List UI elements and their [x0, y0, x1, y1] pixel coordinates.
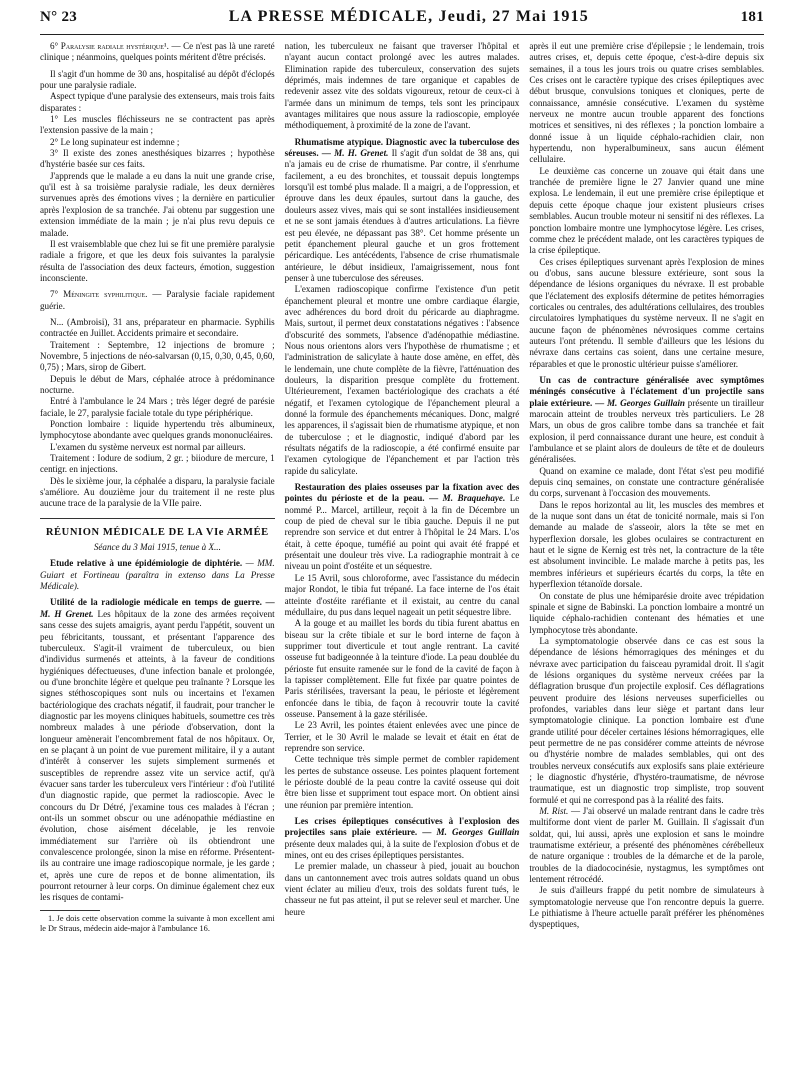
paragraph: Dans le repos horizontal au lit, les muscles des membres et de la nuque sont dans un état de tonicité normale, mais si l'on demande au malade de s'asseoir, alors la tête se met en hyperflexion dorsale, les globes oculaires se contracturent en haut et le signe de Kernig est très net, la contracture de la tête est absolument invincible. Le malade marche à petits pas, les membres inférieurs et supérieurs écartés du corps, la tête en hyperflexion tétanoïde dorsale. — [529, 499, 765, 590]
article-title: Les crises épileptiques consécutives à l'explosion des projectiles sans plaie extérieure. — [284, 816, 520, 838]
paragraph: Depuis le début de Mars, céphalée atroce à prédominance nocturne. — [40, 373, 275, 395]
article-epidemiology — [40, 558, 275, 592]
issue-number: N° 23 — [40, 8, 78, 25]
paragraph: Traitement : Iodure de sodium, 2 gr. ; biiodure de mercure, 1 centigr. en injections. — [40, 453, 275, 475]
journal-title: LA PRESSE MÉDICALE, Jeudi, 27 Mai 1915 — [228, 8, 589, 25]
article-author: — M. Braquehaye. — [429, 493, 506, 504]
list-item: 2° Le long supinateur est indemne ; — [50, 136, 180, 147]
article-text: — J'ai observé un malade rentrant dans le cadre très multiforme dont vient de parler M. Guillain. Il s'agissait d'un soldat, qui, lui aussi, après une explosion et sans le moindre traumatisme extérieur, a présenté des phénomènes cérébelleux de nature organique : troubles de la démarche et de la parole, troubles de la diadococinésie, nystagmus, les symptômes ont lentement rétrocédé. — [529, 806, 765, 885]
paragraph: Le 23 Avril, les pointes étaient enlevées avec une pince de Terrier, et le 30 Avril le malade se levait et était en état de reprendre son service. — [284, 720, 520, 753]
article-text: présente un tirailleur marocain atteint de troubles nerveux très particuliers. Le 28 Mars, un obus de gros calibre tombe dans sa tranchée et fait explosion, il perd connaissance durant une heure, est conduit à l'ambulance et se plaint alors de douleurs de tête et de douleurs généralisées. — [529, 397, 765, 465]
paragraph: Quand on examine ce malade, dont l'état s'est peu modifié depuis cinq semaines, on constate une contracture généralisée du corps, survenant à l'occasion des mouvements. — [529, 465, 765, 499]
paragraph: Le premier malade, un chasseur à pied, jouait au bouchon dans un cantonnement avec trois autres soldats quand un obus vient éclater au milieu d'eux, trois des soldats furent tués, le chasseur ne fut pas atteint, il put se relever seul et marcher. Une heure — [284, 861, 520, 917]
article-title: Etude relative à une épidémiologie de diphtérie. — [50, 558, 243, 569]
page-number: 181 — [740, 8, 764, 25]
paragraph: Dès le sixième jour, la céphalée a disparu, la paralysie faciale s'améliore. Au douzième jour du traitement il ne reste plus aucune trace de la paralysie de la VIIe paire. — [40, 475, 275, 509]
article-radiology — [40, 597, 275, 903]
column-3 — [529, 41, 764, 934]
case-7-intro: — Paralysie faciale rapidement guérie. — [40, 289, 275, 311]
article-author: — M. Georges Guillain — [595, 397, 685, 408]
article-title: Un cas de contracture généralisée avec symptômes méningés consécutive à l'éclatement d'un projectile sans plaie extérieure. — [529, 374, 765, 408]
article-text: — MM. Guiart et Fortineau (paraîtra in extenso dans La Presse Médicale). — [40, 558, 275, 592]
paragraph: A la gouge et au maillet les bords du tibia furent abattus en biseau sur la crête tibiale et sur le bord interne de façon à supprimer tout diverticule et tout angle rentrant. La cavité osseuse fut badigeonnée à la teinture d'iode. La peau doublée du périoste fut ensuite ramenée sur le fond de la cavité de façon à la tapisser complètement. Elle fut fixée par quatre pointes de Paris stérilisées, traversant la peau, le périoste et légèrement enfoncée dans le tibia, de façon à recouvrir toute la cavité osseuse. Pansement à la gaze stérilisée. — [284, 618, 520, 719]
paragraph: Il s'agit d'un homme de 30 ans, hospitalisé au dépôt d'éclopés pour une paralysie radiale. — [40, 68, 275, 91]
case-6-intro: — Ce n'est pas là une rareté clinique ; néanmoins, quelques points méritent d'être précisés. — [40, 41, 275, 63]
paragraph: Ponction lombaire : liquide hypertendu très albumineux, lymphocytose abondante avec quelques grands mononucléaires. — [40, 419, 275, 441]
article-rheumatism — [285, 137, 520, 284]
paragraph: La symptomatologie observée dans ce cas est sous la dépendance de lésions hémorragiques des méninges et du névraxe avec participation du faisceau pyramidal droit. Il s'agit de lésions organiques du système nerveux créées par la déflagration brusque d'un projectile explosif. Ces déflagrations peuvent produire des lésions nerveuses superficielles ou profondes, variables dans leur siège et partant dans leur symptomatologie clinique. La ponction lombaire est d'une grande utilité pour déceler certaines lésions hémorragiques, elle peut permettre de ne pas considérer comme atteints de névrose ou d'hystérie nombre de malades semblables, qui ont des troubles nerveux consécutifs aux explosifs sans plaie extérieure ; le diagnostic d'hystérie, d'hystéro-traumatisme, de névrose traumatique, est un diagnostic trop simpliste, trop souvent formulé et qui ne correspond pas à la réalité des faits. — [529, 635, 765, 805]
article-text: Les hôpitaux de la zone des armées reçoivent sans cesse des sujets amaigris, ayant perdu l'appétit, souvent un peu fébricitants, toussant, et présentant l'apparence des tuberculeux. S'agit-il vraiment de tuberculeux, ou bien d'individus surmenés et atteints, à la faveur de conditions hygiéniques défectueuses, d'une infection banale et prolongée, ou d'une bronchite légère et quelque peu traînante ? Lorsque les signes stéthoscopiques sont nuls ou incertains et l'examen bactériologique des crachats négatif, il faudrait, pour trancher le diagnostic par les moyens cliniques habituels, soumettre ces très nombreux malades à une période d'observation, dont la longueur amènerait l'encombrement fatal de nos hôpitaux. Or, en se plaçant à un point de vue purement militaire, il y a autant d'intérêt à conserver les sujets simplement surmenés et susceptibles de reprendre assez vite un service actif, qu'à évacuer sans tarder les tuberculeux vers l'intérieur : d'où l'utilité d'un diagnostic rapide, que permet la radioscopie. Avec le concours du Dr Détré, j'examine tous ces malades à l'écran ; ont-ils un sommet obscur ou une adénopathie médiastine en évolution, chose aisément décelable, je les renvoie immédiatement sur l'arrière où ils obtiendront une convalescence prolongée, sinon la mise en réforme. Présentent-ils au contraire une image radioscopique normale, je les garde ; et, après une cure de repos et de bonne alimentation, ils pourront retourner à leur corps. On diminue également chez eux les risques de contami- — [40, 608, 275, 903]
paragraph: nation, les tuberculeux ne faisant que traverser l'hôpital et n'ayant aucun contact prolongé avec les autres malades. Elimination rapide des tuberculeux, conservation des sujets déprimés, mais indemnes de tare organique et capables de redevenir assez vite des soldats vigoureux, retour de ceux-ci à l'armée dans un minimum de temps, tels sont les principaux avantages militaires que nous assure la radioscopie, employée méthodiquement, à proximité de la zone de l'avant. — [284, 41, 520, 131]
case-6-heading: 6° Paralysie radiale hystérique¹. — [50, 41, 169, 51]
paragraph: L'examen radioscopique confirme l'existence d'un petit épanchement pleural et montre une ombre cardiaque élargie, avec adhérences du bord droit du péricarde au diaphragme. Mais, surtout, il permet deux constatations négatives : l'absence d'obscurité des sommets, l'absence d'adénopathie médiastine. Nous nous orientons alors vers l'hypothèse de rhumatisme ; et l'administration de salicylate à haute dose amène, en effet, dès le lendemain, une chute complète de la fièvre, l'atténuation des douleurs, la disparition presque complète du frottement. Ultérieurement, l'examen bactériologique des crachats a été négatif, et l'examen cytologique de l'épanchement pleural a donné la formule des épanchements mécaniques. Donc, malgré les apparences, il s'agissait bien de rhumatisme atypique, et non de tuberculose ; et le diagnostic, indiqué d'abord par les résultats négatifs de la radioscopie, a été confirmé ensuite par l'examen cytologique de l'épanchement et par l'action très rapide du salicylate. — [284, 284, 520, 476]
session-date: Séance du 3 Mai 1915, tenue à X... — [93, 542, 221, 553]
paragraph: Aspect typique d'une paralysie des extenseurs, mais trois faits disparates : — [40, 91, 275, 113]
article-title: Utilité de la radiologie médicale en temps de guerre. — [50, 597, 262, 608]
paragraph: J'apprends que le malade a eu dans la nuit une grande crise, qu'il est à sa troisième paralysie radiale, les deux dernières survenues après des émotions vives ; la dernière en particulier après l'explosion de sa tranchée. J'ai obtenu par suggestion une extension immédiate de la main ; je n'ai plus revu depuis ce malade. — [40, 170, 275, 238]
footnote — [40, 914, 275, 934]
paragraph: Ces crises épileptiques survenant après l'explosion de mines ou d'obus, sans aucune blessure extérieure, sont sous la dépendance de lésions organiques du névraxe. Il est probable que l'éclatement des explosifs détermine de petites hémorragies corticales ou centrales, des adultérations cellulaires, des troubles circulatoires lymphatiques du système nerveux. Il ne s'agit en aucune façon de phénomènes névrosiques comme certains auteurs l'ont prétendu. Il semble d'ailleurs que les lésions du névraxe dans certains cas soient, dans une certaine mesure, réparables et que le pronostic ultérieur puisse s'améliorer. — [529, 256, 765, 369]
article-bone-wounds — [285, 482, 520, 573]
paragraph: après il eut une première crise d'épilepsie ; le lendemain, trois autres crises, et, depuis cette époque, c'est-à-dire depuis six semaines, il a tous les jours trois ou quatre crises semblables. Ces crises ont le caractère typique des crises épileptiques avec début brusque, convulsions toniques et cloniques, perte de connaissance, amnésie consécutive. L'examen du système nerveux ne montre aucun trouble apparent des fonctions motrices et sensitives, ni des réflexes ; la ponction lombaire a donné issue à un liquide céphalo-rachidien clair, non hypertendu, non hyperalbumineux, sans aucun élément cellulaire. — [529, 41, 765, 165]
case-7 — [40, 289, 275, 312]
article-title: Restauration des plaies osseuses par la fixation avec des pointes du périoste et de la peau. — [284, 482, 520, 504]
footnote-text: 1. Je dois cette observation comme la suivante à mon excellent ami le Dr Straus, médecin aide-major à l'ambulance 16. — [40, 913, 275, 933]
article-title: Rhumatisme atypique. Diagnostic avec la tuberculose des séreuses. — [284, 136, 520, 159]
article-author: M. Rist. — [539, 806, 569, 817]
paragraph: Traitement : Septembre, 12 injections de bromure ; Novembre, 5 injections de néo-salvarsan (0,15, 0,30, 0,45, 0,60, 0,75) ; Mars, sirop de Gibert. — [40, 339, 275, 373]
article-epileptic-crises — [285, 816, 520, 861]
article-rist — [529, 806, 764, 885]
article-contracture — [529, 375, 764, 466]
paragraph: Cette technique très simple permet de combler rapidement les pertes de substance osseuse. Les pointes plaquent fortement le périoste doublé de la peau contre la cavité osseuse qui doit être bien lisse et suppriment tout espace mort. On obtient ainsi une réunion par première intention. — [284, 754, 520, 810]
text-columns — [40, 35, 764, 934]
article-author: — M. H. Grenet. — [321, 148, 389, 159]
paragraph: Le 15 Avril, sous chloroforme, avec l'assistance du médecin major Rondot, le tibia fut trépané. La face interne de l'os était atteinte d'ostéite raréfiante et il existait, au centre du canal médullaire, du pus dans lequel nageait un petit séquestre libre. — [284, 572, 520, 617]
paragraph: Je suis d'ailleurs frappé du petit nombre de simulateurs à symptomatologie nerveuse que l'on rencontre depuis la guerre. Le pithiatisme à l'heure actuelle paraît préférer les phénomènes dyspeptiques, — [529, 885, 765, 930]
article-text: Il s'agit d'un soldat de 38 ans, qui n'a jamais eu de crise de rhumatisme. Par contre, il s'enrhume facilement, a eu des bronchites, et toussait depuis longtemps lorsqu'il est tombé plus malade. Il a maigri, a de l'oppression, et éprouve dans les deux épaules, surtout dans la gauche, des douleurs assez vives, mais qui se sont installées insidieusement et ne se sont jamais étendues à d'autres articulations. La fièvre est peu élevée, ne dépassant pas 38°. Cet homme présente un petit épanchement pleural gauche et un gros frottement péricardique. Les antécédents, l'absence de crise rhumatismale antérieure, le début insidieux, l'amaigrissement, nous font penser à une tuberculose des séreuses. — [284, 148, 520, 283]
paragraph: Il est vraisemblable que chez lui se fit une première paralysie radiale a frigore, et que les deux fois suivantes la paralysie résulta de l'association des deux facteurs, émotion, suggestion inconsciente. — [40, 238, 275, 283]
article-text: présente deux malades qui, à la suite de l'explosion d'obus et de mines, ont eu des crises épileptiques persistantes. — [284, 838, 520, 861]
case-7-heading: 7° Méningite syphilitique. — [50, 289, 148, 300]
list-item: 1° Les muscles fléchisseurs ne se contractent pas après l'extension passive de la main ; — [40, 114, 275, 136]
paragraph: Le deuxième cas concerne un zouave qui était dans une tranchée de première ligne le 27 Janvier quand une mine explosa. Le lendemain, il eut une première crise épileptique et depuis cette époque chaque jour existent plusieurs crises semblables. Aucun trouble moteur ni sensitif ni des réflexes. La ponction lombaire montre une lymphocytose légère. Les crises, comme chez le précédent malade, ont les caractères typiques de la crise épileptique. — [529, 165, 765, 256]
paragraph: L'examen du système nerveux est normal par ailleurs. — [50, 441, 246, 452]
case-6 — [40, 41, 275, 64]
column-2 — [285, 41, 520, 934]
footnote-divider — [40, 910, 100, 911]
paragraph: N... (Ambroisi), 31 ans, préparateur en pharmacie. Syphilis contractée en Juillet. Accidents primaire et secondaire. — [40, 316, 275, 339]
column-1 — [40, 41, 275, 934]
page-header — [40, 0, 764, 35]
list-item: 3° Il existe des zones anesthésiques bizarres ; hypothèse d'hystérie basée sur ces faits. — [40, 148, 275, 170]
article-author: — M. H Grenet. — [40, 597, 275, 619]
section-title: RÉUNION MÉDICALE DE LA VIe ARMÉE — [40, 518, 275, 538]
paragraph: On constate de plus une hémiparésie droite avec trépidation spinale et signe de Babinski. La ponction lombaire a montré un liquide céphalo-rachidien contenant des hématies et une lymphocytose très abondante. — [529, 590, 765, 635]
article-author: — M. Georges Guillain — [422, 827, 520, 838]
article-text: Le nommé P... Marcel, artilleur, reçoit à la fin de Décembre un coup de pied de cheval sur le tibia gauche. Depuis il ne put reprendre son service et dut entrer à l'hôpital le 24 Mars. L'os était, à cette époque, tuméfié au point qui avait été frappé et présentait une douleur très vive. La radiographie montrait à ce niveau un point d'ostéite et un séquestre. — [284, 493, 520, 572]
paragraph: Entré à l'ambulance le 24 Mars ; très léger degré de parésie faciale, le 27, paralysie faciale totale du type périphérique. — [40, 396, 275, 418]
